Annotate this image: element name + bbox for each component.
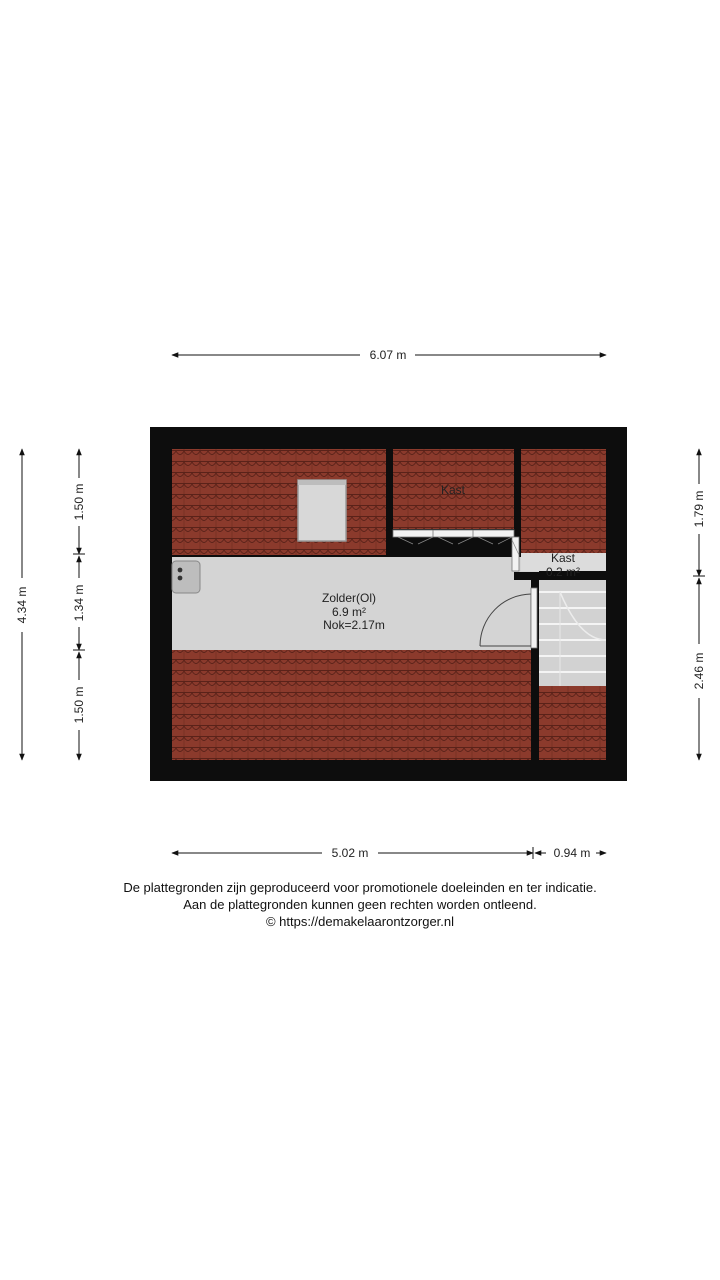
dim-left-total <box>15 449 29 760</box>
disclaimer-line-1: De plattegronden zijn geproduceerd voor promotionele doeleinden en ter indicatie. <box>123 880 597 895</box>
disclaimer <box>0 879 720 930</box>
dim-bottom-main-label: 5.02 m <box>331 846 369 860</box>
zolder-ridge: Nok=2.17m <box>323 618 385 632</box>
heating-unit <box>172 561 200 593</box>
roof-top-right <box>521 449 606 553</box>
zolder-area: 6.9 m² <box>331 605 367 619</box>
roof-top-left <box>172 449 386 555</box>
dim-top-total-label: 6.07 m <box>369 348 407 362</box>
dim-bottom-main <box>172 846 533 860</box>
disclaimer-line-3: © https://demakelaarontzorger.nl <box>265 914 455 929</box>
dim-top-total <box>172 348 606 362</box>
roof-bottom-left <box>172 650 531 760</box>
kast-small-area: 0.2 m² <box>545 565 581 579</box>
dim-left-top-label: 1.50 m <box>72 483 86 521</box>
dim-bottom-right <box>535 846 606 860</box>
roof-bottom-right <box>539 686 606 760</box>
dim-left-middle-label: 1.34 m <box>72 584 86 622</box>
dim-left-bottom-label: 1.50 m <box>72 686 86 724</box>
dim-left-total-label: 4.34 m <box>15 586 29 624</box>
disclaimer-line-2: Aan de plattegronden kunnen geen rechten worden ontleend. <box>183 897 537 912</box>
dim-right-top-label: 1.79 m <box>692 490 706 528</box>
dim-left-segments <box>72 449 86 760</box>
inner-wall-kast-right <box>514 449 521 537</box>
skylight <box>298 480 346 541</box>
dim-right-bottom-label: 2.46 m <box>692 652 706 690</box>
zolder-label: Zolder(Ol) <box>321 591 377 605</box>
stair-floor <box>539 580 606 686</box>
dim-bottom-right-label: 0.94 m <box>553 846 591 860</box>
kast-small-label: Kast <box>550 551 576 565</box>
inner-wall-kast-left <box>386 449 393 537</box>
kast-upper-label: Kast <box>440 483 466 497</box>
dim-right <box>692 449 706 760</box>
